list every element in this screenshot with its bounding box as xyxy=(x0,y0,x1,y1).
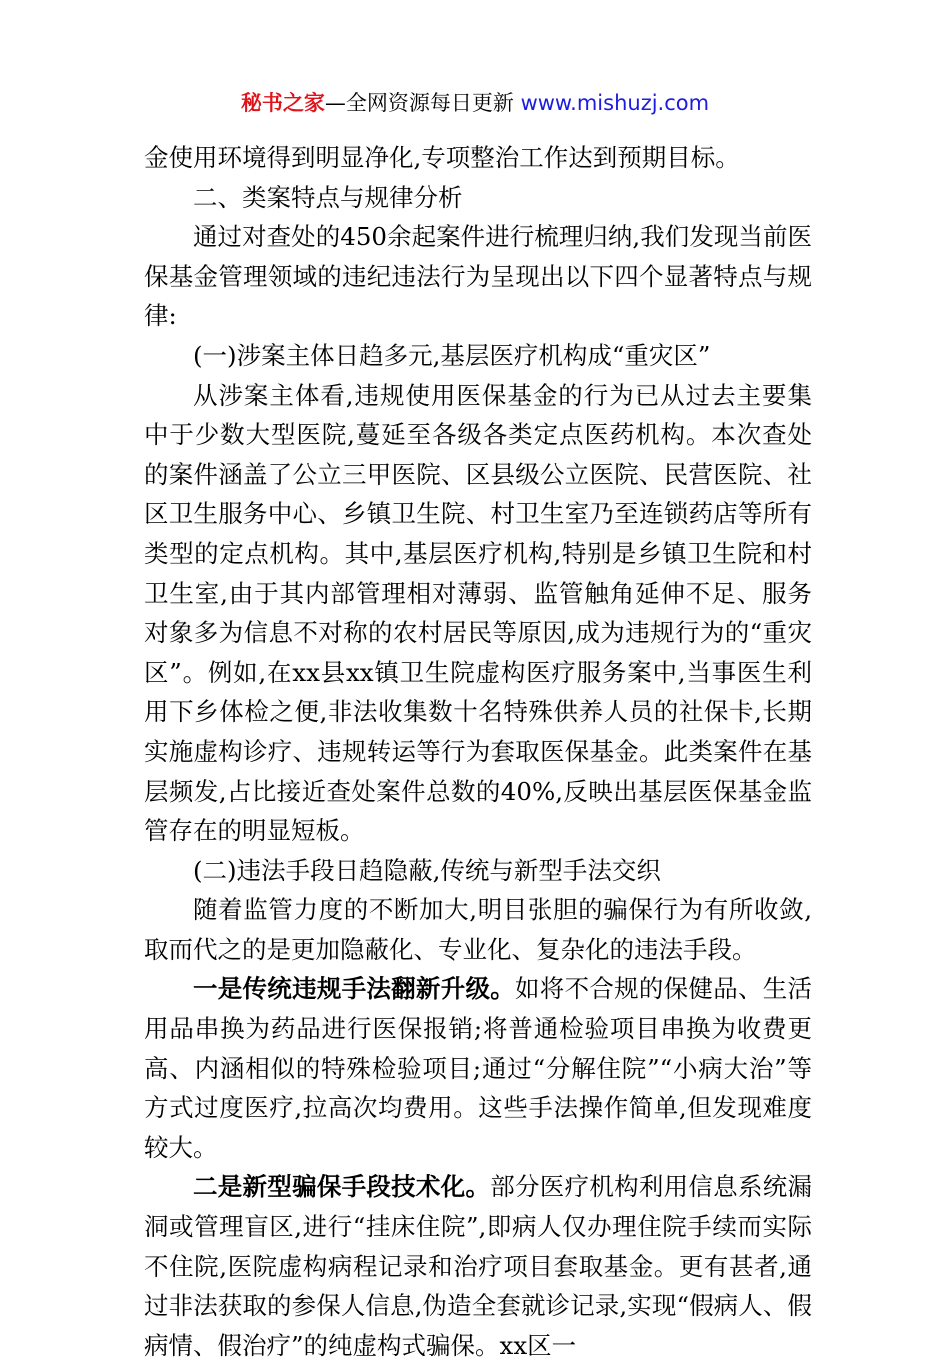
paragraph-text: 从涉案主体看,违规使用医保基金的行为已从过去主要集中于少数大型医院,蔓延至各级各类定点医药机构。本次查处的案件涵盖了公立三甲医院、区县级公立医院、民营医院、社区卫生服务中心、乡镇卫生院、村卫生室乃至连锁药店等所有类型的定点机构。其中,基层医疗机构,特别是乡镇卫生院和村卫生室,由于其内部管理相对薄弱、监管触角延伸不足、服务对象多为信息不对称的农村居民等原因,成为违规行为的“重灾区”。例如,在xx县xx镇卫生院虚构医疗服务案中,当事医生利用下乡体检之便,非法收集数十名特殊供养人员的社保卡,长期实施虚构诊疗、违规转运等行为套取医保基金。此类案件在基层频发,占比接近查处案件总数的40%,反映出基层医保基金监管存在的明显短板。 xyxy=(144,380,812,846)
subsection-heading-text: (一)涉案主体日趋多元,基层医疗机构成“重灾区” xyxy=(193,340,711,370)
paragraph-text: 部分医疗机构利用信息系统漏洞或管理盲区,进行“挂床住院”,即病人仅办理住院手续而实际不住院,医院虚构病程记录和治疗项目套取基金。更有甚者,通过非法获取的参保人信息,伪造全套就诊记录,实现“假病人、假病情、假治疗”的纯虚构式骗保。xx区一 xyxy=(144,1172,812,1360)
paragraph xyxy=(144,376,812,851)
header-url-link[interactable]: www.mishuzj.com xyxy=(520,91,710,115)
header-brand: 秘书之家 xyxy=(240,91,325,115)
paragraph-text: 如将不合规的保健品、生活用品串换为药品进行医保报销;将普通检验项目串换为收费更高、内涵相似的特殊检验项目;通过“分解住院”“小病大治”等方式过度医疗,拉高次均费用。这些手法操作简单,但发现难度较大。 xyxy=(144,974,813,1162)
paragraph-text: 金使用环境得到明显净化,专项整治工作达到预期目标。 xyxy=(144,143,740,172)
paragraph xyxy=(144,890,812,969)
section-heading xyxy=(144,178,812,218)
paragraph xyxy=(144,217,812,336)
paragraph-text: 通过对查处的450余起案件进行梳理归纳,我们发现当前医保基金管理领域的违纪违法行为呈现出以下四个显著特点与规律: xyxy=(144,222,812,331)
header-tagline: 全网资源每日更新 xyxy=(345,91,514,115)
subsection-heading-text: (二)违法手段日趋隐蔽,传统与新型手法交织 xyxy=(193,855,661,885)
paragraph xyxy=(144,1167,812,1365)
subsection-heading xyxy=(144,851,812,891)
paragraph-lead-bold: 一是传统违规手法翻新升级。 xyxy=(193,974,516,1004)
paragraph-lead-bold: 二是新型骗保手段技术化。 xyxy=(193,1172,491,1202)
subsection-heading xyxy=(144,336,812,376)
page-header xyxy=(0,86,950,120)
document-body xyxy=(144,138,812,1365)
section-heading-text: 二、类案特点与规律分析 xyxy=(193,182,463,212)
paragraph-continuation xyxy=(144,138,812,178)
paragraph-text: 随着监管力度的不断加大,明目张胆的骗保行为有所收敛,取而代之的是更加隐蔽化、专业化、复杂化的违法手段。 xyxy=(144,895,812,964)
paragraph xyxy=(144,969,812,1167)
header-separator: — xyxy=(324,91,346,115)
